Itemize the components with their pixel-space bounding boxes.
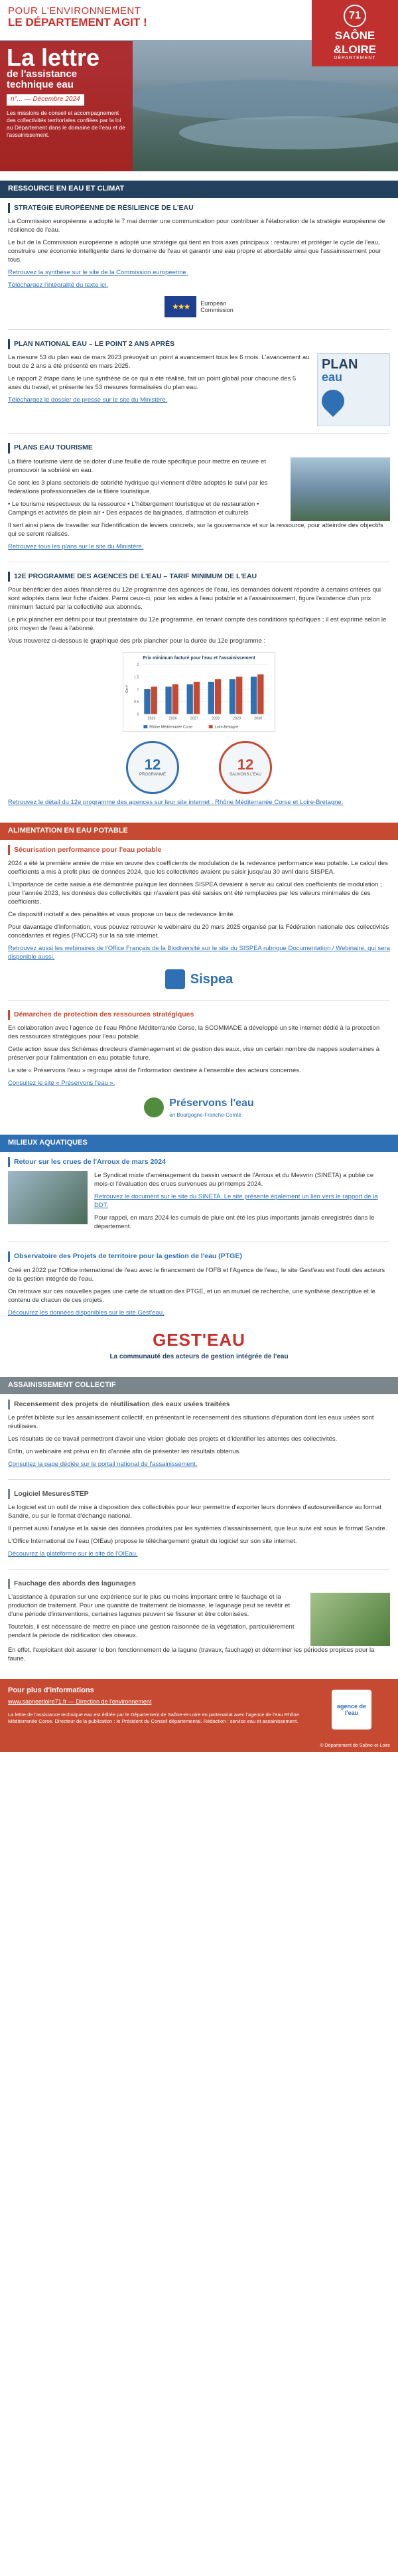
badge-number: 12 — [144, 756, 161, 773]
preservons-sub: en Bourgogne-Franche-Comté — [169, 1111, 241, 1118]
article-text-col — [94, 1171, 390, 1235]
chart-bar — [208, 682, 214, 714]
intro-text: Les missions de conseil et accompagnement des collectivités territoriales confiées par la loi au Département dans le domaine de l'eau et de l'assainissement. — [7, 109, 125, 138]
article-bullets: • Le tourisme respectueux de la ressource • L'hébergement touristique et de restauration • Campings et activités de plein air • Des espaces de baignades, d'attraction et culturels — [8, 500, 259, 517]
logo-line-1: SAÔNE — [334, 29, 375, 42]
plan-cover-title-2: eau — [322, 370, 343, 384]
kicker-line-1: POUR L'ENVIRONNEMENT — [8, 5, 141, 17]
section-assainissement-header: ASSAINISSEMENT COLLECTIF — [0, 1377, 398, 1394]
newsletter-header — [0, 0, 398, 171]
logo-line-3: DÉPARTEMENT — [334, 55, 376, 60]
article-paragraph: La mesure 53 du plan eau de mars 2023 prévoyait un point à avancement tous les 6 mois. L'avancement au bout de 2 ans a été présenté en mars 2025. — [8, 354, 310, 370]
article-text-col — [8, 1593, 304, 1646]
divider — [8, 329, 390, 330]
article-paragraph: En effet, l'exploitant doit assurer le bon fonctionnement de la lagune (travaux, fauchage) et déterminer les périodes propices pour la faune. — [8, 1647, 375, 1663]
program-badges — [8, 737, 390, 798]
section-ressource-header: RESSOURCE EN EAU ET CLIMAT — [0, 181, 398, 198]
title-sub-1: de l'assistance — [7, 68, 78, 80]
logo-line-2: &LOIRE — [333, 42, 377, 56]
sispea-text: Sispea — [190, 971, 233, 987]
eu-line-2: Commission — [200, 307, 233, 314]
article-link[interactable]: Découvrez la plateforme sur le site de l'OIEau. — [8, 1550, 138, 1558]
article-link[interactable]: Retrouvez la synthèse sur le site de la Commission européenne. — [8, 269, 188, 277]
eu-line-1: European — [200, 300, 227, 307]
article-title: Recensement des projets de réutilisation des eaux usées traitées — [8, 1400, 390, 1409]
article-link[interactable]: Téléchargez le dossier de presse sur le site du Ministère. — [8, 396, 168, 404]
chart-bar — [144, 689, 150, 714]
article-title: STRATÉGIE EUROPÉENNE DE RÉSILIENCE DE L'EAU — [8, 203, 390, 213]
article-paragraph: Il sert ainsi plans de travailler sur l'identification de leviers concrets, sur la gouvernance et sur la ressource, pour atteindre des objectifs qui se seront réalisés. — [8, 521, 383, 538]
chart-bar — [257, 675, 263, 714]
crues-photo — [8, 1171, 88, 1224]
article-paragraph: Le rapport 2 étape dans le une synthèse de ce qui a été réalisé, fait un point global pour chacune des 5 axes du travail, et présente les 53 mesures formalisées du plan eau. — [8, 375, 297, 392]
header-photo-water — [126, 80, 398, 120]
issue-date: n°... — Décembre 2024 — [7, 94, 84, 106]
article-strategie — [0, 198, 398, 325]
badge-sauvons-eau — [219, 741, 272, 794]
article-ptge — [0, 1246, 398, 1367]
article-link[interactable]: Retrouvez tous les plans sur le site du Ministère. — [8, 542, 144, 550]
article-paragraph: Le logiciel est un outil de mise à disposition des collectivités pour leur permettre d'exporter leurs données d'autosurveillance au format Sandre, ou sur le format d'échange national. — [8, 1504, 381, 1520]
article-title: PLANS EAU TOURISME — [8, 443, 390, 453]
article-paragraph: On retrouve sur ces nouvelles pages une carte de situation des PTGE, et un an mutuel de recherche, une synthèse descriptive et le contenu de chacun de ces projets. — [8, 1287, 375, 1304]
gesteau-logo[interactable] — [8, 1321, 390, 1365]
article-link[interactable]: Consultez le site « Préservons l'eau ». — [8, 1080, 115, 1087]
article-link[interactable]: Retrouvez aussi les webinaires de l'Office Français de la Biodiversité sur le site du SISPEA rubrique Documentation / Webinaire, qui sera disponible aussi. — [8, 945, 390, 961]
title-big: La lettre — [7, 44, 100, 71]
footer-title: Pour plus d'informations — [8, 1686, 94, 1695]
agence-eau-text: agence de l'eau — [336, 1703, 367, 1717]
article-paragraph: 2024 a été la première année de mise en œuvre des coefficients de modulation de la redevance performance eau potable. Le calcul des coefficients a mis à profit plus de données 2024, que les collectivités avaient pu saisir jusqu'au 30 avril dans SISPEA. — [8, 860, 388, 876]
chart-xtick-label: 2025 — [147, 716, 156, 721]
title-sub-2: technique eau — [7, 79, 74, 90]
article-paragraph: Pour davantage d'information, vous pouvez retrouver le webinaire du 20 mars 2025 organisé par la Fédération nationale des collectivités concédantes et régies (FNCCR) sur la sa site internet. — [8, 924, 389, 940]
article-paragraph: Enfin, un webinaire est prévu en fin d'année afin de présenter les résultats obtenus. — [8, 1447, 241, 1455]
chart-legend-label: Loire-Bretagne — [214, 725, 239, 730]
preservons-title: Préservons l'eau — [169, 1097, 254, 1109]
chart-bar — [215, 679, 221, 714]
article-title: Retour sur les crues de l'Arroux de mars 2024 — [8, 1157, 390, 1167]
article-row — [8, 1171, 390, 1235]
divider — [8, 1000, 390, 1001]
footer-link[interactable]: www.saoneetloire71.fr — Direction de l'environnement — [8, 1698, 152, 1706]
chart-xtick-label: 2027 — [190, 716, 198, 721]
article-title: 12E PROGRAMME DES AGENCES DE L'EAU – TARIF MINIMUM DE L'EAU — [8, 572, 390, 582]
footer-legal: La lettre de l'assistance technique eau est éditée par le Département de Saône-et-Loire en partenariat avec l'agence de l'eau Rhône Méditerranée Corse. Directeur de la publication : le Président du Conseil départemental. Rédaction : service eau et assainissement. — [8, 1712, 299, 1725]
gesteau-title: GEST'EAU — [153, 1329, 245, 1350]
eu-logo-text — [200, 300, 233, 313]
chart-ytick-label: 0 — [137, 712, 139, 717]
chart-xtick-label: 2028 — [211, 716, 220, 721]
chart-ytick-label: 1.5 — [134, 675, 139, 680]
article-paragraph: Pour rappel, en mars 2024 les cumuls de pluie ont été les plus importants jamais enregistrés dans le département. — [94, 1214, 375, 1231]
article-link[interactable]: Découvrez les données disponibles sur le site Gest'eau. — [8, 1309, 165, 1317]
badge-text: SAUVONS L'EAU — [230, 772, 261, 777]
article-ressources-strategiques — [0, 1005, 398, 1125]
article-paragraph: Les résultats de ce travail permettront d'avoir une vision globale des projets et d'identifier les attentes des collectivités. — [8, 1435, 338, 1443]
chart-bar — [172, 684, 178, 714]
article-link[interactable]: Retrouvez le détail du 12e programme des agences sur leur site internet : Rhône Méditerranée Corse et Loire-Bretagne. — [8, 798, 344, 806]
article-crues — [0, 1152, 398, 1238]
article-plan-eau — [0, 334, 398, 429]
chart-xtick-label: 2029 — [233, 716, 241, 721]
lagunage-photo — [310, 1593, 390, 1646]
article-paragraph: L'Office International de l'eau (OIEau) propose le téléchargement gratuit du logiciel sur son site internet. — [8, 1538, 297, 1546]
chart-ylabel: €/m³ — [125, 685, 129, 693]
chart-ytick-label: 1 — [137, 687, 139, 692]
article-paragraph: La Commission européenne a adopté le 7 mai dernier une communication pour contribuer à l'élaboration de la stratégie européenne de résilience de l'eau. — [8, 218, 385, 234]
kicker-line-2: LE DÉPARTEMENT AGIT ! — [8, 16, 147, 29]
sispea-icon — [165, 969, 185, 989]
chart-xtick-label: 2030 — [254, 716, 263, 721]
article-title: PLAN NATIONAL EAU – LE POINT 2 ANS APRÈS — [8, 339, 390, 349]
article-title: Sécurisation performance pour l'eau potable — [8, 845, 390, 855]
article-paragraph: L'importance de cette saisie a été démontrée puisque les données SISPEA devaient à servir au calcul des coefficients de modulation ; pour l'année 2023, les données des collectivités qui n'avaient pas été saisies ont été remplacées par les valeurs minimales de ces coefficients. — [8, 881, 382, 906]
logo-number-icon: 71 — [344, 5, 366, 27]
chart-legend-label: Rhône Méditerranée Corse — [149, 725, 193, 730]
chart-caption: Vous trouverez ci-dessous le graphique des prix plancher pour la durée du 12e programme : — [8, 637, 266, 645]
badge-number: 12 — [237, 756, 254, 773]
article-paragraph: L'assistance à épuration sur une expérience sur le plus ou moins important entre le fauchage et la production de traitement. Pour une quantité de traitement de biomasse, le lagunage peut se revêtir et d'une période d'interventions, certaines lagunes peuvent se fissurer et être colonisées. — [8, 1593, 291, 1619]
article-paragraph: Le préfet bibliste sur les assainissement collectif, en présentant le recensement des situations d'épuration dont les eaux usées sont réutilisées. — [8, 1413, 374, 1430]
chart-bar — [230, 679, 235, 714]
divider — [8, 433, 390, 434]
article-text-col — [8, 457, 284, 521]
chart-bar — [236, 677, 242, 714]
section-aep-header: ALIMENTATION EN EAU POTABLE — [0, 823, 398, 840]
prix-minimum-chart — [123, 652, 275, 732]
article-paragraph: Ce sont les 3 plans sectoriels de sobriété hydrique qui viennent d'être adoptés le suivi par les fédérations professionnelles de la filière touristique. — [8, 479, 268, 495]
water-drop-icon — [317, 385, 349, 417]
article-agences — [0, 566, 398, 813]
department-logo[interactable] — [312, 0, 398, 66]
chart-ytick-label: 0.5 — [134, 700, 139, 704]
article-paragraph: Il permet aussi l'analyse et la saisie des données produites par les systèmes d'assainissement, que leur suivi est sous le format Sandre. — [8, 1525, 387, 1533]
article-paragraph: Cette action issue des Schémas directeurs d'aménagement et de gestion des eaux, vise un certain nombre de nappes souterraines à préserver pour l'alimentation en eau potable future. — [8, 1046, 380, 1062]
section-milieux-header: MILIEUX AQUATIQUES — [0, 1135, 398, 1152]
badge-12e-programme — [126, 741, 179, 794]
article-redevance — [0, 840, 398, 996]
article-paragraph: Ce dispositif incitatif a des pénalités et vous propose un taux de redevance limité. — [8, 911, 235, 919]
preservons-logo — [8, 1091, 390, 1123]
divider — [8, 1569, 390, 1570]
article-paragraph: En collaboration avec l'agence de l'eau Rhône Méditerranée Corse, la SCOMMADE a développé un site internet dédié à la protection des ressources stratégiques pour l'eau potable. — [8, 1024, 380, 1041]
divider — [8, 1479, 390, 1480]
article-title: Fauchage des abords des lagunages — [8, 1579, 390, 1589]
article-tourisme — [0, 438, 398, 557]
chart-xtick-label: 2026 — [168, 716, 177, 721]
article-paragraph: Toutefois, il est nécessaire de mettre en place une gestion raisonnée de la végétation, particulièrement pendant la période de nidification des oiseaux. — [8, 1623, 295, 1640]
tourisme-photo — [291, 457, 390, 521]
header-photo-water-2 — [179, 116, 398, 149]
chart-title: Prix minimum facturé pour l'eau et l'assainissement — [143, 655, 255, 661]
article-paragraph: Pour bénéficier des aides financières du 12e programme des agences de l'eau, les demandes doivent répondre à certains critères qui sont adoptés dans leur fiche d'aides. Parmi ceux-ci, pour les aides à l'eau potable et à l'assainissement, figure l'existence d'un prix minimum facturé par la collectivité aux abonnés. — [8, 586, 381, 611]
chart-bar — [194, 682, 200, 714]
preservons-text — [169, 1095, 253, 1119]
plan-eau-cover[interactable] — [317, 353, 390, 426]
gesteau-subtitle: La communauté des acteurs de gestion intégrée de l'eau — [109, 1353, 289, 1361]
article-paragraph: Le prix plancher est défini pour tout prestataire du 12e programme, en tenant compte des conditions spécifiques ; il est exprimé selon le prix moyen de l'eau à l'abonné. — [8, 615, 387, 632]
article-row — [8, 457, 390, 521]
newsletter-footer — [0, 1679, 398, 1752]
article-title: Logiciel MesuresSTEP — [8, 1489, 390, 1499]
chart-ytick-label: 2 — [137, 663, 139, 667]
article-paragraph: Le Syndicat mixte d'aménagement du bassin versant de l'Arroux et du Mesvrin (SINETA) a publié ce mois-ci l'évaluation des crues survenues au printemps 2024. — [94, 1172, 374, 1188]
plan-cover-title: PLAN — [322, 357, 358, 372]
article-link[interactable]: Téléchargez l'intégralité du texte ici. — [8, 282, 108, 289]
article-row — [8, 1593, 390, 1646]
chart-legend-swatch — [143, 725, 147, 728]
article-row — [8, 353, 390, 426]
chart-legend-swatch — [209, 725, 213, 728]
footer-copyright: © Département de Saône-et-Loire — [320, 1743, 390, 1749]
preservons-drop-icon — [144, 1097, 164, 1117]
article-link[interactable]: Retrouvez le document sur le site du SINETA. Le site présente également un lien vers le rapport de la DDT. — [94, 1193, 378, 1210]
article-title: Observatoire des Projets de territoire pour la gestion de l'eau (PTGE) — [8, 1251, 390, 1261]
chart-bar — [151, 686, 157, 714]
article-paragraph: Le site « Préservons l'eau » regroupe ainsi de l'information destinée à l'ensemble des acteurs concernés. — [8, 1067, 301, 1075]
badge-text: PROGRAMME — [139, 772, 166, 777]
article-mesuresstep — [0, 1484, 398, 1565]
agence-eau-logo[interactable] — [332, 1690, 371, 1730]
article-text-col — [8, 353, 310, 426]
article-reut — [0, 1394, 398, 1475]
article-link[interactable]: Consultez la page dédiée sur le portail national de l'assainissement. — [8, 1460, 198, 1468]
article-paragraph: Le but de la Commission européenne a adopté une stratégie qui tient en trois axes principaux : restaurer et protéger le cycle de l'eau, construire une économie intelligente dans le domaine de l'eau et garantir une eau propre et abordable ainsi que l'assainissement pour tous. — [8, 239, 381, 264]
title-box — [0, 41, 133, 171]
article-fauchage — [0, 1573, 398, 1670]
chart-wrapper — [8, 649, 390, 737]
article-paragraph: Créé en 2022 par l'Office international de l'eau avec le financement de l'OFB et l'Agence de l'eau, le site Gest'eau est l'outil des acteurs de la gestion intégrée de l'eau. — [8, 1266, 385, 1283]
article-title: Démarches de protection des ressources stratégiques — [8, 1010, 390, 1020]
chart-bar — [165, 686, 171, 714]
article-paragraph: La filière tourisme vient de se doter d'une feuille de route spécifique pour mettre en œuvre et promouvoir la sobriété en eau. — [8, 457, 266, 474]
eu-flag-icon: ★★★ — [165, 296, 196, 317]
chart-bar — [187, 684, 193, 714]
eu-commission-logo — [8, 293, 390, 323]
chart-bar — [251, 677, 257, 714]
sispea-logo — [8, 965, 390, 993]
